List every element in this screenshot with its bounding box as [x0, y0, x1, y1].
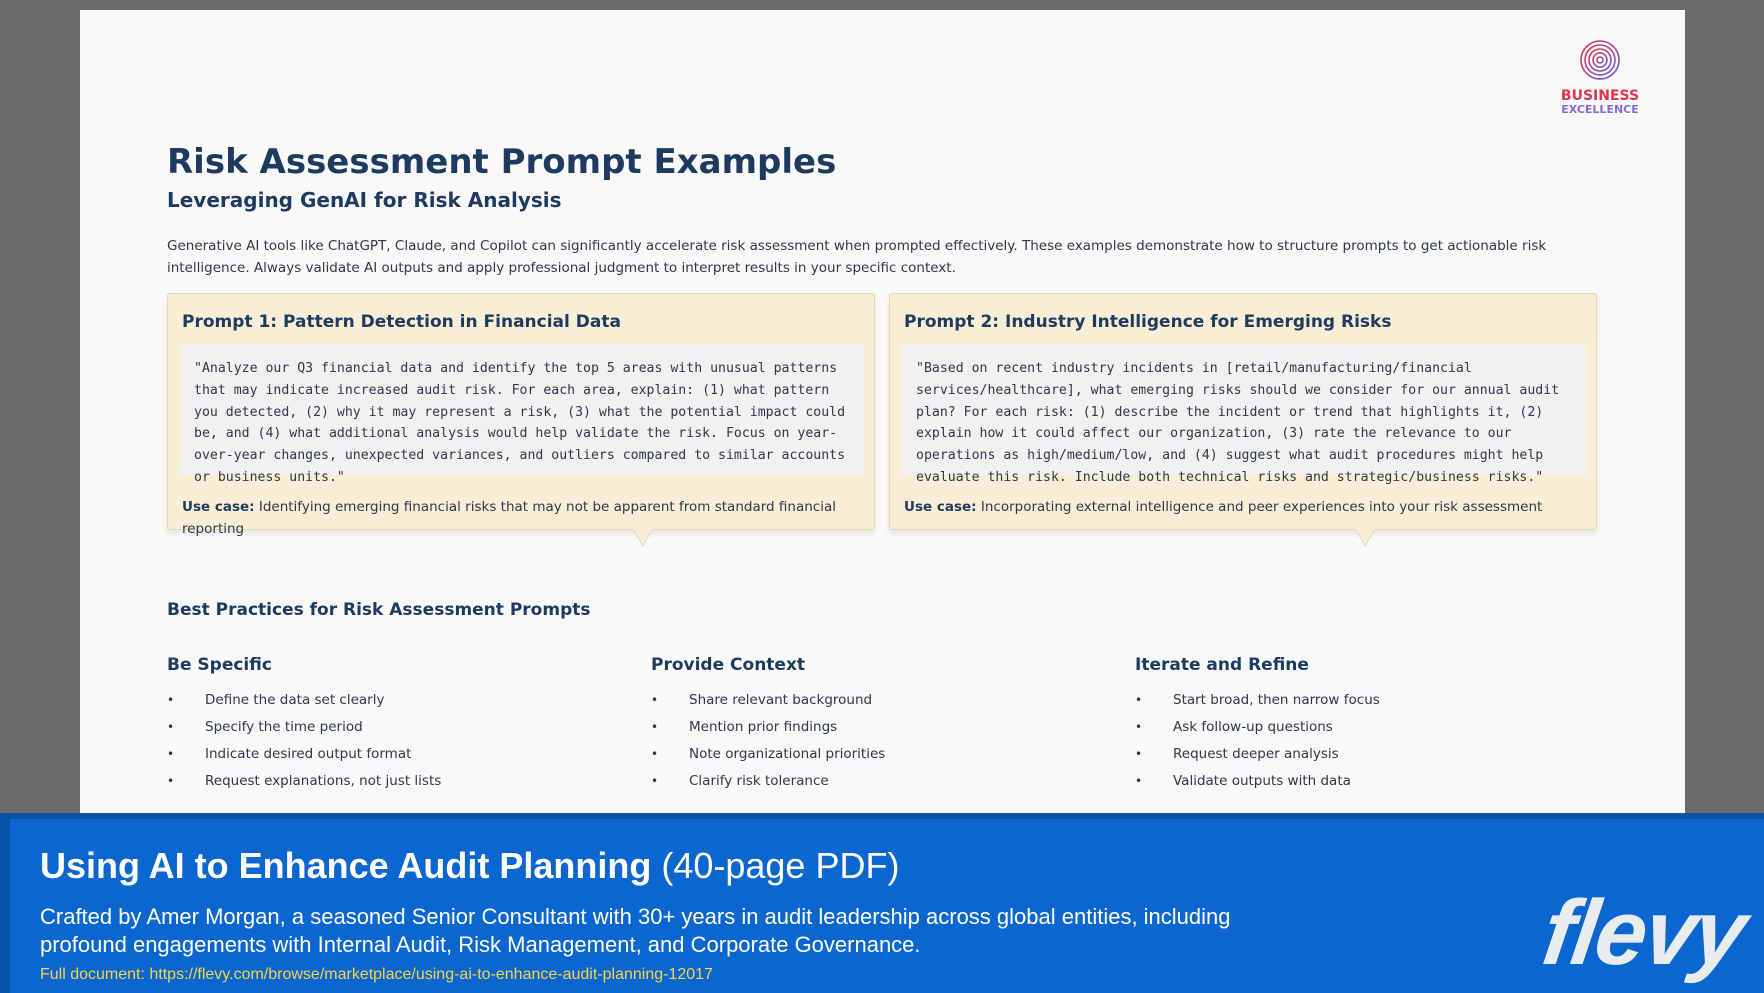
prompt-card-title: Prompt 2: Industry Intelligence for Emerging Risks: [904, 312, 1392, 332]
list-item-text: Share relevant background: [689, 692, 873, 708]
list-item: [167, 741, 627, 768]
list-item: [1135, 741, 1595, 768]
banner-title-page-count: (40-page PDF): [651, 845, 900, 886]
intro-paragraph: Generative AI tools like ChatGPT, Claude, and Copilot can significantly accelerate risk assessment when prompted effectively. These examples demonstrate how to structure prompts to get actionable risk intelligence. Always validate AI outputs and apply professional judgment to interpret results in your specific context.: [167, 238, 1547, 276]
flevy-logo: flevy: [1537, 882, 1752, 984]
callout-tail: [634, 529, 652, 545]
best-practice-heading: Provide Context: [651, 655, 806, 675]
prompt-card-quote: "Based on recent industry incidents in [retail/manufacturing/financial services/healthcare], what emerging risks should we consider for our annual audit plan? For each risk: (1) describe the incident or trend that highlights it, (2) explain how it could affect our organization, (3) rate the relevance to our operations as high/medium/low, and (4) suggest what audit procedures might help evaluate this risk. Include both technical risks and strategic/business risks.": [902, 344, 1586, 475]
full-document-link[interactable]: Full document: https://flevy.com/browse/marketplace/using-ai-to-enhance-audit-planning-12017: [40, 966, 713, 983]
best-practice-list: [167, 687, 627, 795]
bullet-icon: •: [1135, 720, 1143, 734]
best-practice-column-be-specific: [167, 655, 627, 795]
list-item: [167, 768, 627, 795]
prompt-card-quote: "Analyze our Q3 financial data and identify the top 5 areas with unusual patterns that may indicate increased audit risk. For each area, explain: (1) what pattern you detected, (2) why it may represent a risk, (3) what the potential impact could be, and (4) what additional analysis would help validate the risk. Focus on year-over-year changes, unexpected variances, and outliers compared to similar accounts or business units.": [180, 344, 864, 475]
promo-banner: [0, 813, 1764, 993]
list-item: [1135, 687, 1595, 714]
list-item: [651, 687, 1111, 714]
list-item: [1135, 714, 1595, 741]
bullet-icon: •: [167, 693, 175, 707]
use-case-label: Use case:: [182, 499, 255, 515]
bullet-icon: •: [651, 720, 659, 734]
list-item: [1135, 768, 1595, 795]
list-item-text: Indicate desired output format: [205, 746, 412, 762]
prompt-card-2: [889, 293, 1597, 530]
use-case-label: Use case:: [904, 499, 977, 515]
banner-title-main: Using AI to Enhance Audit Planning: [40, 845, 652, 886]
prompt-card-title: Prompt 1: Pattern Detection in Financial Data: [182, 312, 621, 332]
list-item-text: Define the data set clearly: [205, 692, 385, 708]
list-item: [167, 687, 627, 714]
bullet-icon: •: [651, 747, 659, 761]
best-practice-heading: Iterate and Refine: [1135, 655, 1309, 675]
list-item-text: Request deeper analysis: [1173, 746, 1339, 762]
list-item-text: Mention prior findings: [689, 719, 838, 735]
list-item: [651, 768, 1111, 795]
callout-tail: [1356, 529, 1374, 545]
banner-title: [40, 845, 899, 887]
bullet-icon: •: [167, 774, 175, 788]
logo-text-business: BUSINESS: [1560, 88, 1640, 104]
bullet-icon: •: [1135, 747, 1143, 761]
slide: [80, 10, 1685, 815]
bullet-icon: •: [167, 720, 175, 734]
list-item-text: Validate outputs with data: [1173, 773, 1351, 789]
list-item-text: Request explanations, not just lists: [205, 773, 442, 789]
use-case-text: Identifying emerging financial risks that may not be apparent from standard financial reporting: [182, 499, 836, 537]
business-excellence-logo: [1545, 38, 1655, 123]
list-item-text: Start broad, then narrow focus: [1173, 692, 1380, 708]
logo-text-excellence: EXCELLENCE: [1561, 103, 1639, 116]
prompt-card-1: [167, 293, 875, 537]
best-practice-heading: Be Specific: [167, 655, 272, 675]
fingerprint-icon: [1578, 38, 1622, 82]
bullet-icon: •: [651, 693, 659, 707]
list-item-text: Ask follow-up questions: [1173, 719, 1333, 735]
best-practice-column-iterate-refine: [1135, 655, 1595, 795]
bullet-icon: •: [167, 747, 175, 761]
list-item-text: Note organizational priorities: [689, 746, 886, 762]
list-item: [167, 714, 627, 741]
banner-description: Crafted by Amer Morgan, a seasoned Senior Consultant with 30+ years in audit leadership across global entities, including profound engagements with Internal Audit, Risk Management, and Corporate Governance.: [40, 904, 1231, 957]
bullet-icon: •: [1135, 774, 1143, 788]
page-title: Risk Assessment Prompt Examples: [167, 142, 837, 182]
banner-accent-strip: [0, 819, 10, 993]
list-item: [651, 714, 1111, 741]
best-practices-title: Best Practices for Risk Assessment Prompts: [167, 600, 591, 620]
page-subtitle: Leveraging GenAI for Risk Analysis: [167, 188, 562, 212]
use-case-text: Incorporating external intelligence and peer experiences into your risk assessment: [976, 499, 1543, 515]
best-practice-list: [651, 687, 1111, 795]
bullet-icon: •: [1135, 693, 1143, 707]
prompt-card-use-case: [182, 496, 866, 540]
prompt-card-use-case: [904, 496, 1588, 518]
list-item-text: Clarify risk tolerance: [689, 773, 829, 789]
list-item-text: Specify the time period: [205, 719, 363, 735]
bullet-icon: •: [651, 774, 659, 788]
best-practice-list: [1135, 687, 1595, 795]
best-practice-column-provide-context: [651, 655, 1111, 795]
list-item: [651, 741, 1111, 768]
